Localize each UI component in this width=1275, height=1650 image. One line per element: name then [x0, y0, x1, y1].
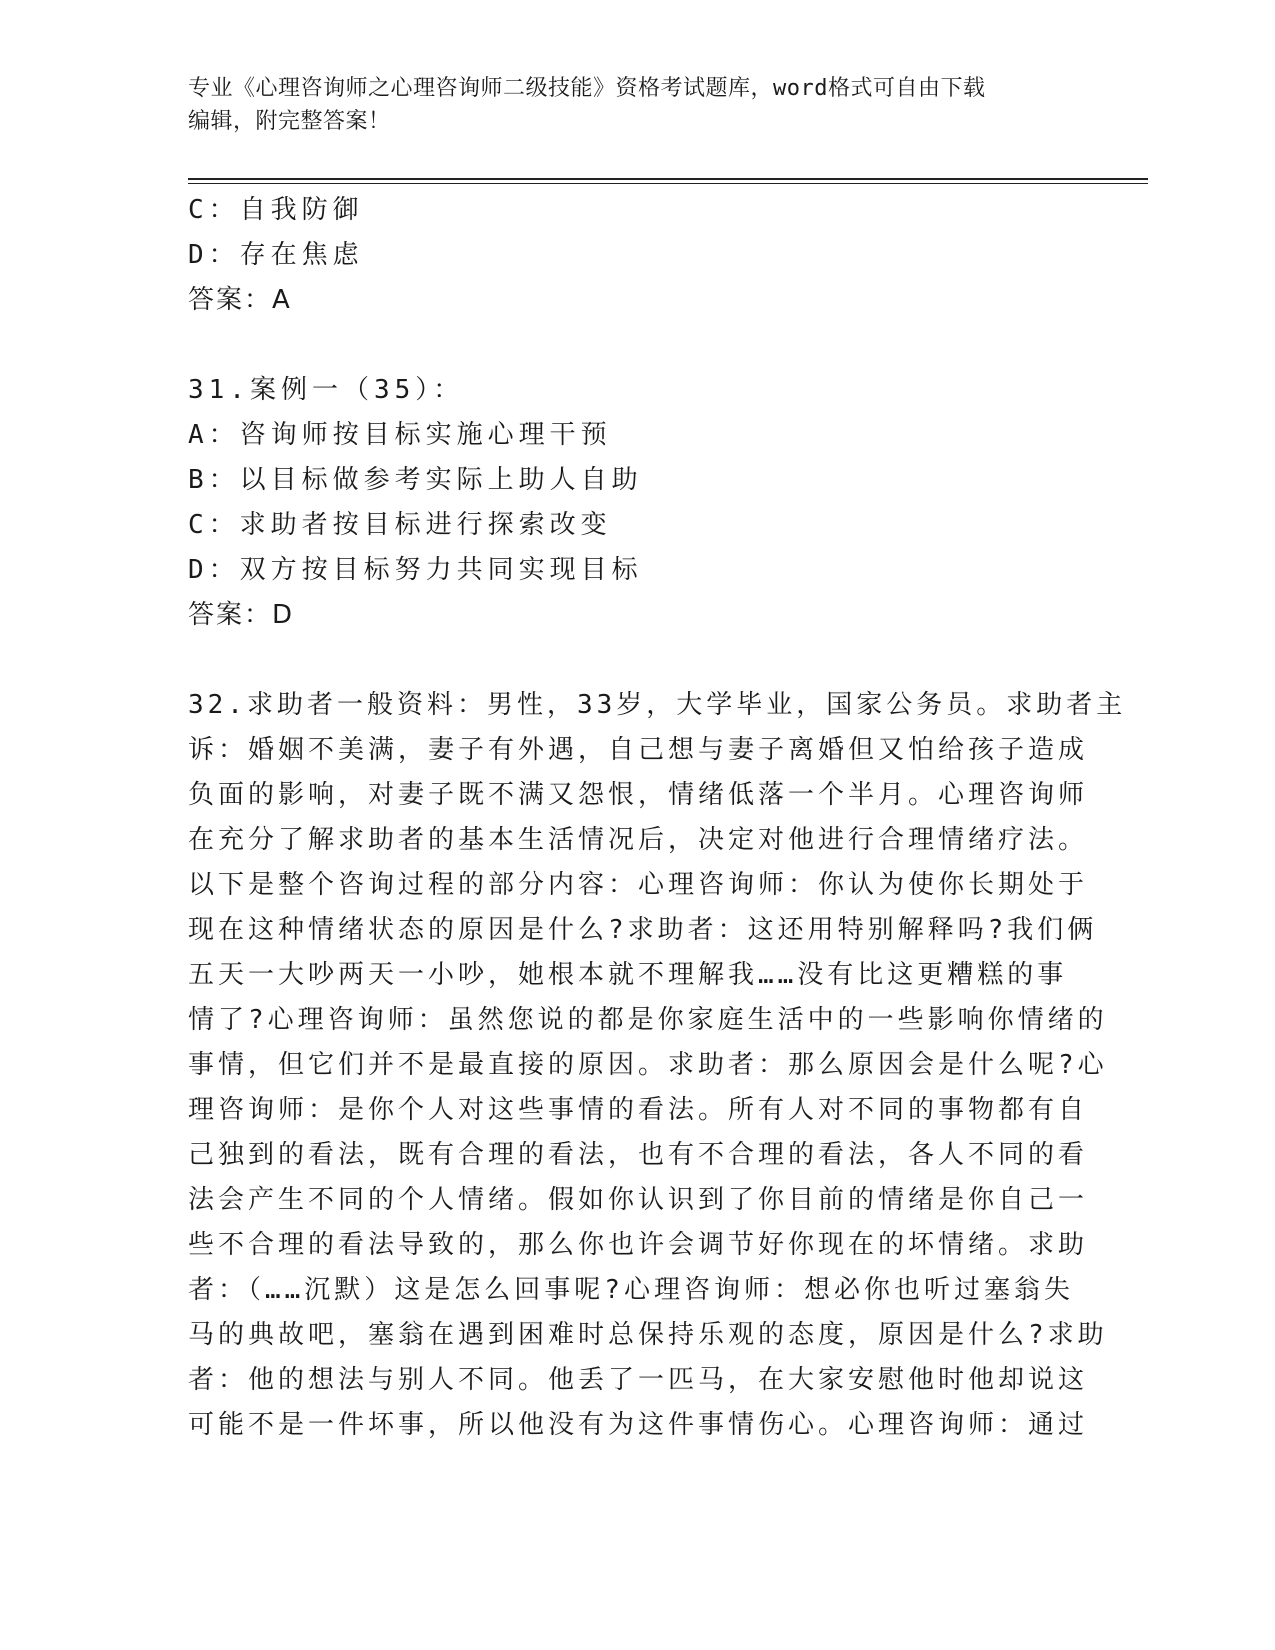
q32-line: 己独到的看法，既有合理的看法，也有不合理的看法，各人不同的看: [188, 1140, 1089, 1170]
header-line-1: 专业《心理咨询师之心理咨询师二级技能》资格考试题库，word格式可自由下载: [188, 76, 986, 101]
q32-line: 在充分了解求助者的基本生活情况后，决定对他进行合理情绪疗法。: [188, 825, 1089, 855]
header-divider-thick: [188, 178, 1148, 180]
q31-option-d: D：双方按目标努力共同实现目标: [188, 555, 643, 585]
q32-line: 法会产生不同的个人情绪。假如你认识到了你目前的情绪是你自己一: [188, 1185, 1089, 1215]
spacer: [188, 638, 1088, 683]
header-line-2: 编辑，附完整答案！: [188, 109, 391, 134]
q32-line: 者：（……沉默）这是怎么回事呢?心理咨询师：想必你也听过塞翁失: [188, 1275, 1074, 1305]
q32-paragraph: [188, 683, 1127, 1448]
q32-line: 现在这种情绪状态的原因是什么?求助者：这还用特别解释吗?我们俩: [188, 915, 1098, 945]
q30-option-c: C：自我防御: [188, 195, 364, 225]
q31-answer: 答案：D: [188, 600, 295, 630]
q30-option-d: D：存在焦虑: [188, 240, 364, 270]
q32-line: 事情，但它们并不是最直接的原因。求助者：那么原因会是什么呢?心: [188, 1050, 1108, 1080]
q32-line: 理咨询师：是你个人对这些事情的看法。所有人对不同的事物都有自: [188, 1095, 1089, 1125]
q31-stem: 31.案例一（35）：: [188, 375, 465, 405]
header-divider-thin: [188, 183, 1148, 184]
q31-option-a: A：咨询师按目标实施心理干预: [188, 420, 612, 450]
q32-line: 负面的影响，对妻子既不满又怨恨，情绪低落一个半月。心理咨询师: [188, 780, 1089, 810]
q32-line: 32.求助者一般资料：男性，33岁，大学毕业，国家公务员。求助者主: [188, 690, 1127, 720]
q32-line: 者：他的想法与别人不同。他丢了一匹马，在大家安慰他时他却说这: [188, 1365, 1089, 1395]
q32-line: 五天一大吵两天一小吵，她根本就不理解我……没有比这更糟糕的事: [188, 960, 1068, 990]
q32-line: 以下是整个咨询过程的部分内容：心理咨询师：你认为使你长期处于: [188, 870, 1089, 900]
q31-option-c: C：求助者按目标进行探索改变: [188, 510, 612, 540]
document-body: [188, 188, 1127, 1448]
q31-option-b: B：以目标做参考实际上助人自助: [188, 465, 643, 495]
document-header: [188, 72, 1088, 138]
spacer: [188, 323, 1088, 368]
q30-answer: 答案：A: [188, 285, 292, 315]
q32-line: 诉：婚姻不美满，妻子有外遇，自己想与妻子离婚但又怕给孩子造成: [188, 735, 1089, 765]
q32-line: 情了?心理咨询师：虽然您说的都是你家庭生活中的一些影响你情绪的: [188, 1005, 1108, 1035]
q32-line: 些不合理的看法导致的，那么你也许会调节好你现在的坏情绪。求助: [188, 1230, 1089, 1260]
q32-line: 可能不是一件坏事，所以他没有为这件事情伤心。心理咨询师：通过: [188, 1410, 1089, 1440]
q32-line: 马的典故吧，塞翁在遇到困难时总保持乐观的态度，原因是什么?求助: [188, 1320, 1108, 1350]
